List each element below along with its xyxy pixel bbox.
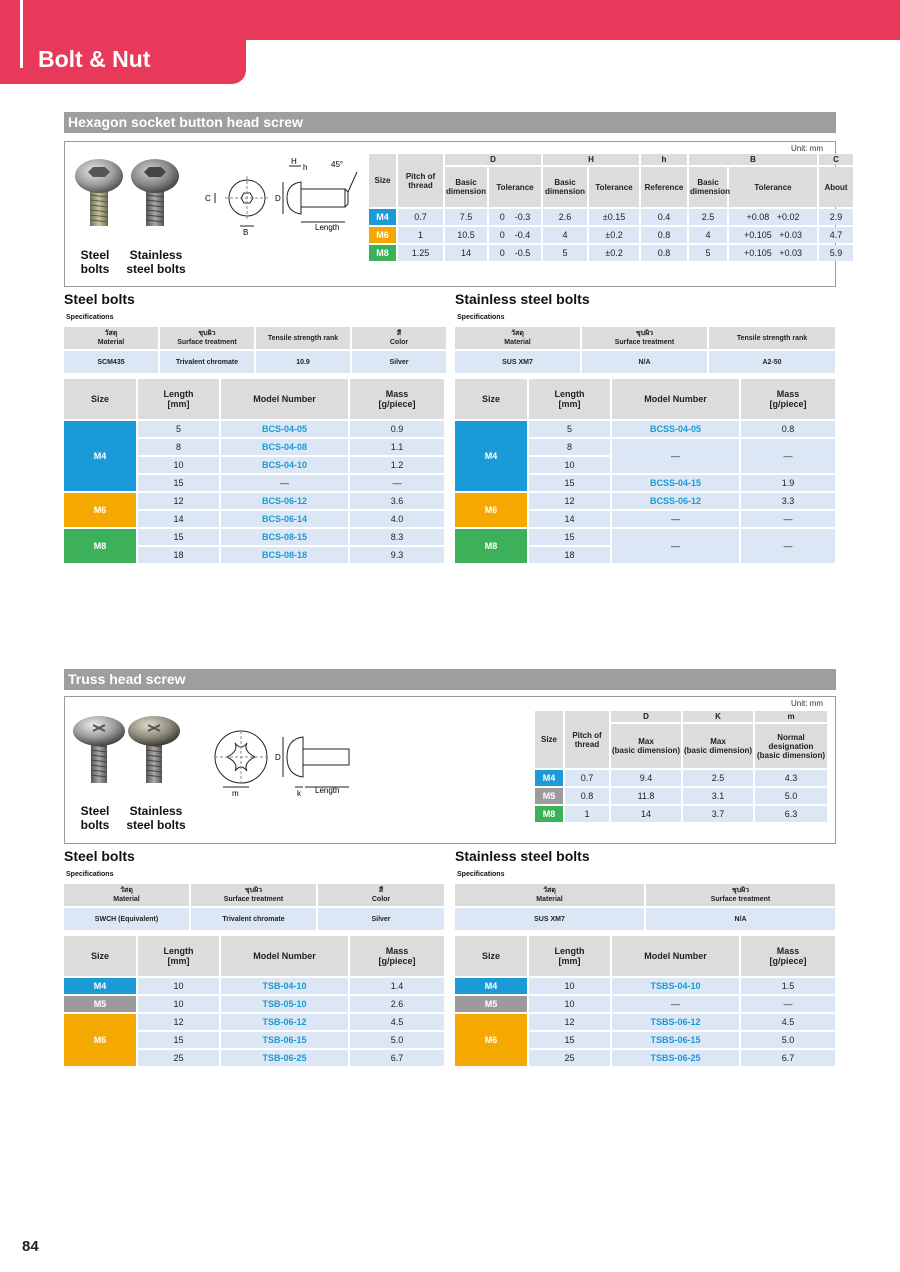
spec-material: SWCH (Equivalent): [64, 908, 189, 930]
cell: 2.5: [683, 770, 753, 786]
truss-dim-label-m: m: [232, 789, 239, 798]
table-row: [535, 770, 827, 786]
cell: +0.08 +0.02: [729, 209, 817, 225]
model-number-cell: —: [612, 529, 739, 563]
head-model: Model Number: [612, 936, 739, 976]
model-number-link[interactable]: TSB-06-12: [221, 1014, 348, 1030]
hex-dim-head-b: B: [689, 154, 817, 165]
cell: 2.5: [689, 209, 727, 225]
mass-cell: 3.3: [741, 493, 835, 509]
truss-dim-head-m: m: [755, 711, 827, 722]
table-row: [535, 788, 827, 804]
cell: 4: [543, 227, 587, 243]
size-badge: M4: [535, 770, 563, 786]
cell: 2.6: [543, 209, 587, 225]
hex-dim-label-b: B: [243, 228, 249, 237]
length-cell: 10: [529, 978, 610, 994]
page-title: Bolt & Nut: [38, 46, 151, 72]
cell: 14: [611, 806, 681, 822]
mass-cell: 1.5: [741, 978, 835, 994]
truss-steel-model-table: [62, 934, 446, 1068]
table-row: [455, 1014, 835, 1030]
truss-stainless-spec-label: Specifications: [457, 871, 505, 878]
truss-stainless-model-table: [453, 934, 837, 1068]
cell: 9.4: [611, 770, 681, 786]
length-cell: 8: [138, 439, 219, 455]
table-row: [455, 421, 835, 437]
spec-tensile: A2-50: [709, 351, 835, 373]
length-cell: 10: [529, 996, 610, 1012]
hex-stainless-heading: Stainless steel bolts: [455, 291, 590, 307]
spec-head-surface: ชุบผิว Surface treatment: [646, 884, 835, 906]
model-number-link[interactable]: BCS-08-18: [221, 547, 348, 563]
spec-material: SUS XM7: [455, 908, 644, 930]
spec-head-material: วัสดุ Material: [455, 327, 580, 349]
cell: 1: [398, 227, 443, 243]
table-row: [64, 421, 444, 437]
cell: 11.8: [611, 788, 681, 804]
mass-cell: 1.9: [741, 475, 835, 491]
length-cell: 10: [138, 978, 219, 994]
mass-cell: 5.0: [350, 1032, 444, 1048]
head-model: Model Number: [221, 379, 348, 419]
size-badge: M6: [64, 493, 136, 527]
spec-color: Silver: [318, 908, 444, 930]
hex-dim-label-h-upper: H: [291, 157, 297, 166]
mass-cell: —: [741, 996, 835, 1012]
cell: 2.9: [819, 209, 853, 225]
hex-dim-head-basic: Basic dimension: [543, 167, 587, 207]
hex-dim-head-d: D: [445, 154, 541, 165]
hex-dim-head-about: About: [819, 167, 853, 207]
hex-steel-photo-label: Steel bolts: [80, 248, 110, 276]
truss-stainless-photo-label: Stainless steel bolts: [126, 804, 186, 832]
table-row: [535, 806, 827, 822]
truss-steel-photo-label: Steel bolts: [80, 804, 110, 832]
truss-dim-head-size: Size: [535, 711, 563, 768]
truss-steel-spec-label: Specifications: [66, 871, 114, 878]
hex-dim-label-h-lower: h: [303, 163, 308, 172]
hex-dim-head-tolerance: Tolerance: [729, 167, 817, 207]
page-number: 84: [22, 1238, 39, 1255]
truss-dim-label-k: k: [297, 789, 301, 798]
hex-steel-heading: Steel bolts: [64, 291, 135, 307]
length-cell: 15: [529, 529, 610, 545]
cell: +0.105 +0.03: [729, 245, 817, 261]
hex-dim-label-length: Length: [315, 223, 340, 232]
truss-dim-head-normal: Normal designation (basic dimension): [755, 724, 827, 768]
size-badge: M5: [535, 788, 563, 804]
spec-head-color: สี Color: [352, 327, 446, 349]
model-number-link[interactable]: TSB-06-25: [221, 1050, 348, 1066]
model-number-cell: —: [221, 475, 348, 491]
cell: 0.4: [641, 209, 687, 225]
head-length: Length [mm]: [529, 379, 610, 419]
hex-technical-drawing: [201, 156, 361, 238]
model-number-cell: —: [612, 996, 739, 1012]
cell: 5: [543, 245, 587, 261]
length-cell: 10: [138, 457, 219, 473]
size-badge: M4: [369, 209, 396, 225]
spec-head-material: วัสดุ Material: [455, 884, 644, 906]
table-row: [369, 227, 853, 243]
truss-dim-head-k: K: [683, 711, 753, 722]
mass-cell: —: [350, 475, 444, 491]
truss-stainless-heading: Stainless steel bolts: [455, 848, 590, 864]
cell: 10.5: [445, 227, 487, 243]
mass-cell: 3.6: [350, 493, 444, 509]
length-cell: 12: [138, 493, 219, 509]
hex-section-title: Hexagon socket button head screw: [64, 112, 836, 133]
head-size: Size: [455, 379, 527, 419]
hex-info-box: [64, 141, 848, 287]
spec-surface: N/A: [582, 351, 707, 373]
model-number-link[interactable]: BCS-06-14: [221, 511, 348, 527]
hex-unit-label: Unit: mm: [791, 144, 823, 153]
cell: 0.8: [641, 245, 687, 261]
mass-cell: 4.5: [350, 1014, 444, 1030]
size-badge: M8: [64, 529, 136, 563]
cell: 1: [565, 806, 609, 822]
truss-dim-head-max: Max (basic dimension): [683, 724, 753, 768]
model-number-link[interactable]: TSB-04-10: [221, 978, 348, 994]
size-badge: M8: [455, 529, 527, 563]
cell: 0.8: [565, 788, 609, 804]
mass-cell: 1.4: [350, 978, 444, 994]
truss-steel-spec-table: [62, 882, 446, 932]
spec-head-surface: ชุบผิว Surface treatment: [582, 327, 707, 349]
truss-steel-heading: Steel bolts: [64, 848, 135, 864]
length-cell: 18: [529, 547, 610, 563]
size-badge: M5: [455, 996, 527, 1012]
spec-head-tensile: Tensile strength rank: [709, 327, 835, 349]
length-cell: 15: [138, 1032, 219, 1048]
head-mass: Mass [g/piece]: [350, 379, 444, 419]
size-badge: M4: [455, 978, 527, 994]
spec-surface: Trivalent chromate: [160, 351, 254, 373]
spec-surface: N/A: [646, 908, 835, 930]
hex-dim-label-d: D: [275, 194, 281, 203]
cell: 3.1: [683, 788, 753, 804]
length-cell: 12: [529, 493, 610, 509]
size-badge: M4: [64, 978, 136, 994]
truss-bolt-photos: [71, 713, 191, 789]
model-number-link[interactable]: BCS-04-08: [221, 439, 348, 455]
header-accent-line: [20, 0, 23, 68]
model-number-link[interactable]: BCS-04-05: [221, 421, 348, 437]
table-row: [64, 996, 444, 1012]
spec-color: Silver: [352, 351, 446, 373]
truss-dim-head-pitch: Pitch of thread: [565, 711, 609, 768]
truss-dim-head-max: Max (basic dimension): [611, 724, 681, 768]
cell: 5: [689, 245, 727, 261]
cell: 1.25: [398, 245, 443, 261]
spec-tensile: 10.9: [256, 351, 350, 373]
mass-cell: 1.1: [350, 439, 444, 455]
hex-steel-model-table: [62, 377, 446, 565]
mass-cell: 2.6: [350, 996, 444, 1012]
truss-dimension-table: [533, 709, 829, 824]
table-row: [455, 978, 835, 994]
spec-head-material: วัสดุ Material: [64, 884, 189, 906]
table-row: [455, 493, 835, 509]
truss-stainless-spec-table: [453, 882, 837, 932]
cell: 14: [445, 245, 487, 261]
head-size: Size: [64, 379, 136, 419]
length-cell: 12: [529, 1014, 610, 1030]
hex-dim-label-c: C: [205, 194, 211, 203]
hex-dim-head-c: C: [819, 154, 853, 165]
size-badge: M8: [535, 806, 563, 822]
model-number-link[interactable]: BCSS-04-05: [612, 421, 739, 437]
length-cell: 15: [529, 1032, 610, 1048]
hex-bolt-photos: [71, 154, 191, 234]
cell: 3.7: [683, 806, 753, 822]
hex-dim-head-reference: Reference: [641, 167, 687, 207]
size-badge: M8: [369, 245, 396, 261]
cell: 4: [689, 227, 727, 243]
model-number-cell: —: [612, 511, 739, 527]
mass-cell: 8.3: [350, 529, 444, 545]
length-cell: 25: [138, 1050, 219, 1066]
table-row: [369, 209, 853, 225]
head-mass: Mass [g/piece]: [741, 936, 835, 976]
length-cell: 10: [138, 996, 219, 1012]
size-badge: M6: [455, 1014, 527, 1066]
spec-head-material: วัสดุ Material: [64, 327, 158, 349]
cell: 6.3: [755, 806, 827, 822]
hex-dimension-table: [367, 152, 855, 263]
cell: 4.7: [819, 227, 853, 243]
mass-cell: 0.8: [741, 421, 835, 437]
hex-dim-head-basic: Basic dimension: [689, 167, 727, 207]
truss-dim-head-d: D: [611, 711, 681, 722]
mass-cell: 1.2: [350, 457, 444, 473]
hex-dim-head-size: Size: [369, 154, 396, 207]
mass-cell: —: [741, 439, 835, 473]
cell: ±0.15: [589, 209, 639, 225]
hex-stainless-model-table: [453, 377, 837, 565]
table-row: [64, 1014, 444, 1030]
length-cell: 14: [138, 511, 219, 527]
hex-dim-head-pitch: Pitch of thread: [398, 154, 443, 207]
length-cell: 15: [529, 475, 610, 491]
length-cell: 14: [529, 511, 610, 527]
truss-section-title: Truss head screw: [64, 669, 836, 690]
cell: 0.7: [565, 770, 609, 786]
model-number-link[interactable]: TSBS-06-15: [612, 1032, 739, 1048]
truss-dim-label-d: D: [275, 753, 281, 762]
length-cell: 8: [529, 439, 610, 455]
hex-dim-head-h-upper: H: [543, 154, 639, 165]
model-number-link[interactable]: BCS-04-10: [221, 457, 348, 473]
truss-dim-label-length: Length: [315, 786, 340, 795]
length-cell: 15: [138, 529, 219, 545]
mass-cell: 4.0: [350, 511, 444, 527]
mass-cell: —: [741, 529, 835, 563]
length-cell: 18: [138, 547, 219, 563]
hex-stainless-spec-label: Specifications: [457, 314, 505, 321]
spec-head-surface: ชุบผิว Surface treatment: [160, 327, 254, 349]
cell: 0.8: [641, 227, 687, 243]
size-badge: M6: [64, 1014, 136, 1066]
mass-cell: 9.3: [350, 547, 444, 563]
spec-head-surface: ชุบผิว Surface treatment: [191, 884, 316, 906]
head-mass: Mass [g/piece]: [741, 379, 835, 419]
spec-material: SCM435: [64, 351, 158, 373]
head-size: Size: [64, 936, 136, 976]
hex-dim-label-angle: 45°: [331, 160, 344, 169]
length-cell: 5: [138, 421, 219, 437]
hex-stainless-photo-label: Stainless steel bolts: [126, 248, 186, 276]
mass-cell: 4.5: [741, 1014, 835, 1030]
spec-surface: Trivalent chromate: [191, 908, 316, 930]
mass-cell: 5.0: [741, 1032, 835, 1048]
mass-cell: 6.7: [350, 1050, 444, 1066]
cell: 5.9: [819, 245, 853, 261]
cell: 5.0: [755, 788, 827, 804]
table-row: [455, 996, 835, 1012]
cell: 4.3: [755, 770, 827, 786]
model-number-cell: —: [612, 439, 739, 473]
cell: 0 -0.5: [489, 245, 541, 261]
head-model: Model Number: [612, 379, 739, 419]
model-number-link[interactable]: TSB-06-15: [221, 1032, 348, 1048]
model-number-link[interactable]: TSBS-04-10: [612, 978, 739, 994]
cell: +0.105 +0.03: [729, 227, 817, 243]
table-row: [455, 529, 835, 545]
mass-cell: —: [741, 511, 835, 527]
mass-cell: 0.9: [350, 421, 444, 437]
model-number-link[interactable]: BCS-06-12: [221, 493, 348, 509]
truss-unit-label: Unit: mm: [791, 699, 823, 708]
table-row: [369, 245, 853, 261]
hex-dim-head-h-lower: h: [641, 154, 687, 165]
cell: 0 -0.3: [489, 209, 541, 225]
cell: ±0.2: [589, 245, 639, 261]
hex-dim-head-tolerance: Tolerance: [589, 167, 639, 207]
hex-stainless-spec-table: [453, 325, 837, 375]
truss-info-box: [64, 696, 836, 844]
cell: ±0.2: [589, 227, 639, 243]
model-number-link[interactable]: TSBS-06-12: [612, 1014, 739, 1030]
size-badge: M4: [64, 421, 136, 491]
spec-head-tensile: Tensile strength rank: [256, 327, 350, 349]
spec-material: SUS XM7: [455, 351, 580, 373]
head-mass: Mass [g/piece]: [350, 936, 444, 976]
truss-technical-drawing: [205, 729, 365, 799]
cell: 0.7: [398, 209, 443, 225]
head-length: Length [mm]: [529, 936, 610, 976]
head-size: Size: [455, 936, 527, 976]
model-number-link[interactable]: BCSS-06-12: [612, 493, 739, 509]
size-badge: M4: [455, 421, 527, 491]
length-cell: 10: [529, 457, 610, 473]
table-row: [64, 493, 444, 509]
table-row: [64, 978, 444, 994]
model-number-link[interactable]: TSBS-06-25: [612, 1050, 739, 1066]
size-badge: M6: [369, 227, 396, 243]
hex-dim-head-tolerance: Tolerance: [489, 167, 541, 207]
spec-head-color: สี Color: [318, 884, 444, 906]
size-badge: M6: [455, 493, 527, 527]
model-number-link[interactable]: BCS-08-15: [221, 529, 348, 545]
model-number-link[interactable]: TSB-05-10: [221, 996, 348, 1012]
size-badge: M5: [64, 996, 136, 1012]
length-cell: 15: [138, 475, 219, 491]
length-cell: 12: [138, 1014, 219, 1030]
cell: 0 -0.4: [489, 227, 541, 243]
cell: 7.5: [445, 209, 487, 225]
length-cell: 5: [529, 421, 610, 437]
length-cell: 25: [529, 1050, 610, 1066]
head-model: Model Number: [221, 936, 348, 976]
hex-dim-head-basic: Basic dimension: [445, 167, 487, 207]
head-length: Length [mm]: [138, 379, 219, 419]
hex-steel-spec-label: Specifications: [66, 314, 114, 321]
mass-cell: 6.7: [741, 1050, 835, 1066]
hex-steel-spec-table: [62, 325, 448, 375]
head-length: Length [mm]: [138, 936, 219, 976]
model-number-link[interactable]: BCSS-04-15: [612, 475, 739, 491]
table-row: [64, 529, 444, 545]
